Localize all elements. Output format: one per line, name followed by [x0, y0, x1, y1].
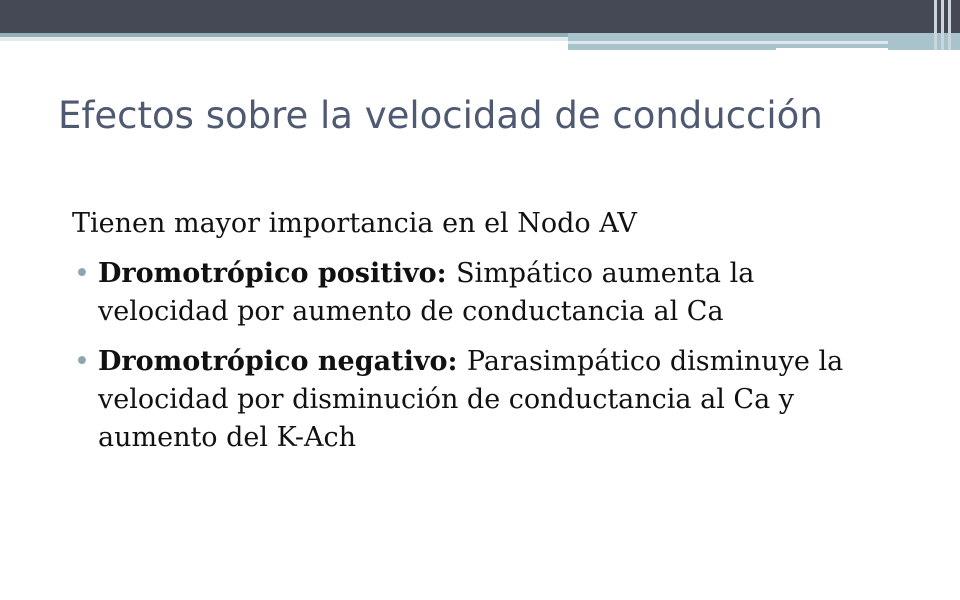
bullet-term: Dromotrópico negativo:	[98, 346, 467, 377]
header-stripe	[948, 0, 951, 50]
bullet-list	[72, 255, 892, 469]
slide-title: Efectos sobre la velocidad de conducción	[58, 94, 823, 137]
bullet-icon: •	[74, 346, 90, 377]
bullet-item	[72, 255, 892, 331]
intro-text: Tienen mayor importancia en el Nodo AV	[72, 208, 637, 239]
bullet-icon: •	[74, 258, 90, 289]
header-band-dark	[0, 0, 960, 33]
bullet-text: Parasimpático disminuye la velocidad por disminución de conductancia al Ca y aumento del K-Ach	[98, 346, 844, 453]
bullet-item	[72, 343, 892, 457]
bullet-text: Simpático aumenta la velocidad por aumento de conductancia al Ca	[98, 258, 755, 327]
header-stripe	[934, 0, 937, 50]
bullet-term: Dromotrópico positivo:	[98, 258, 457, 289]
header-band-right-inner	[568, 41, 888, 44]
header-band-white-line	[776, 48, 888, 50]
header-stripe	[941, 0, 944, 50]
